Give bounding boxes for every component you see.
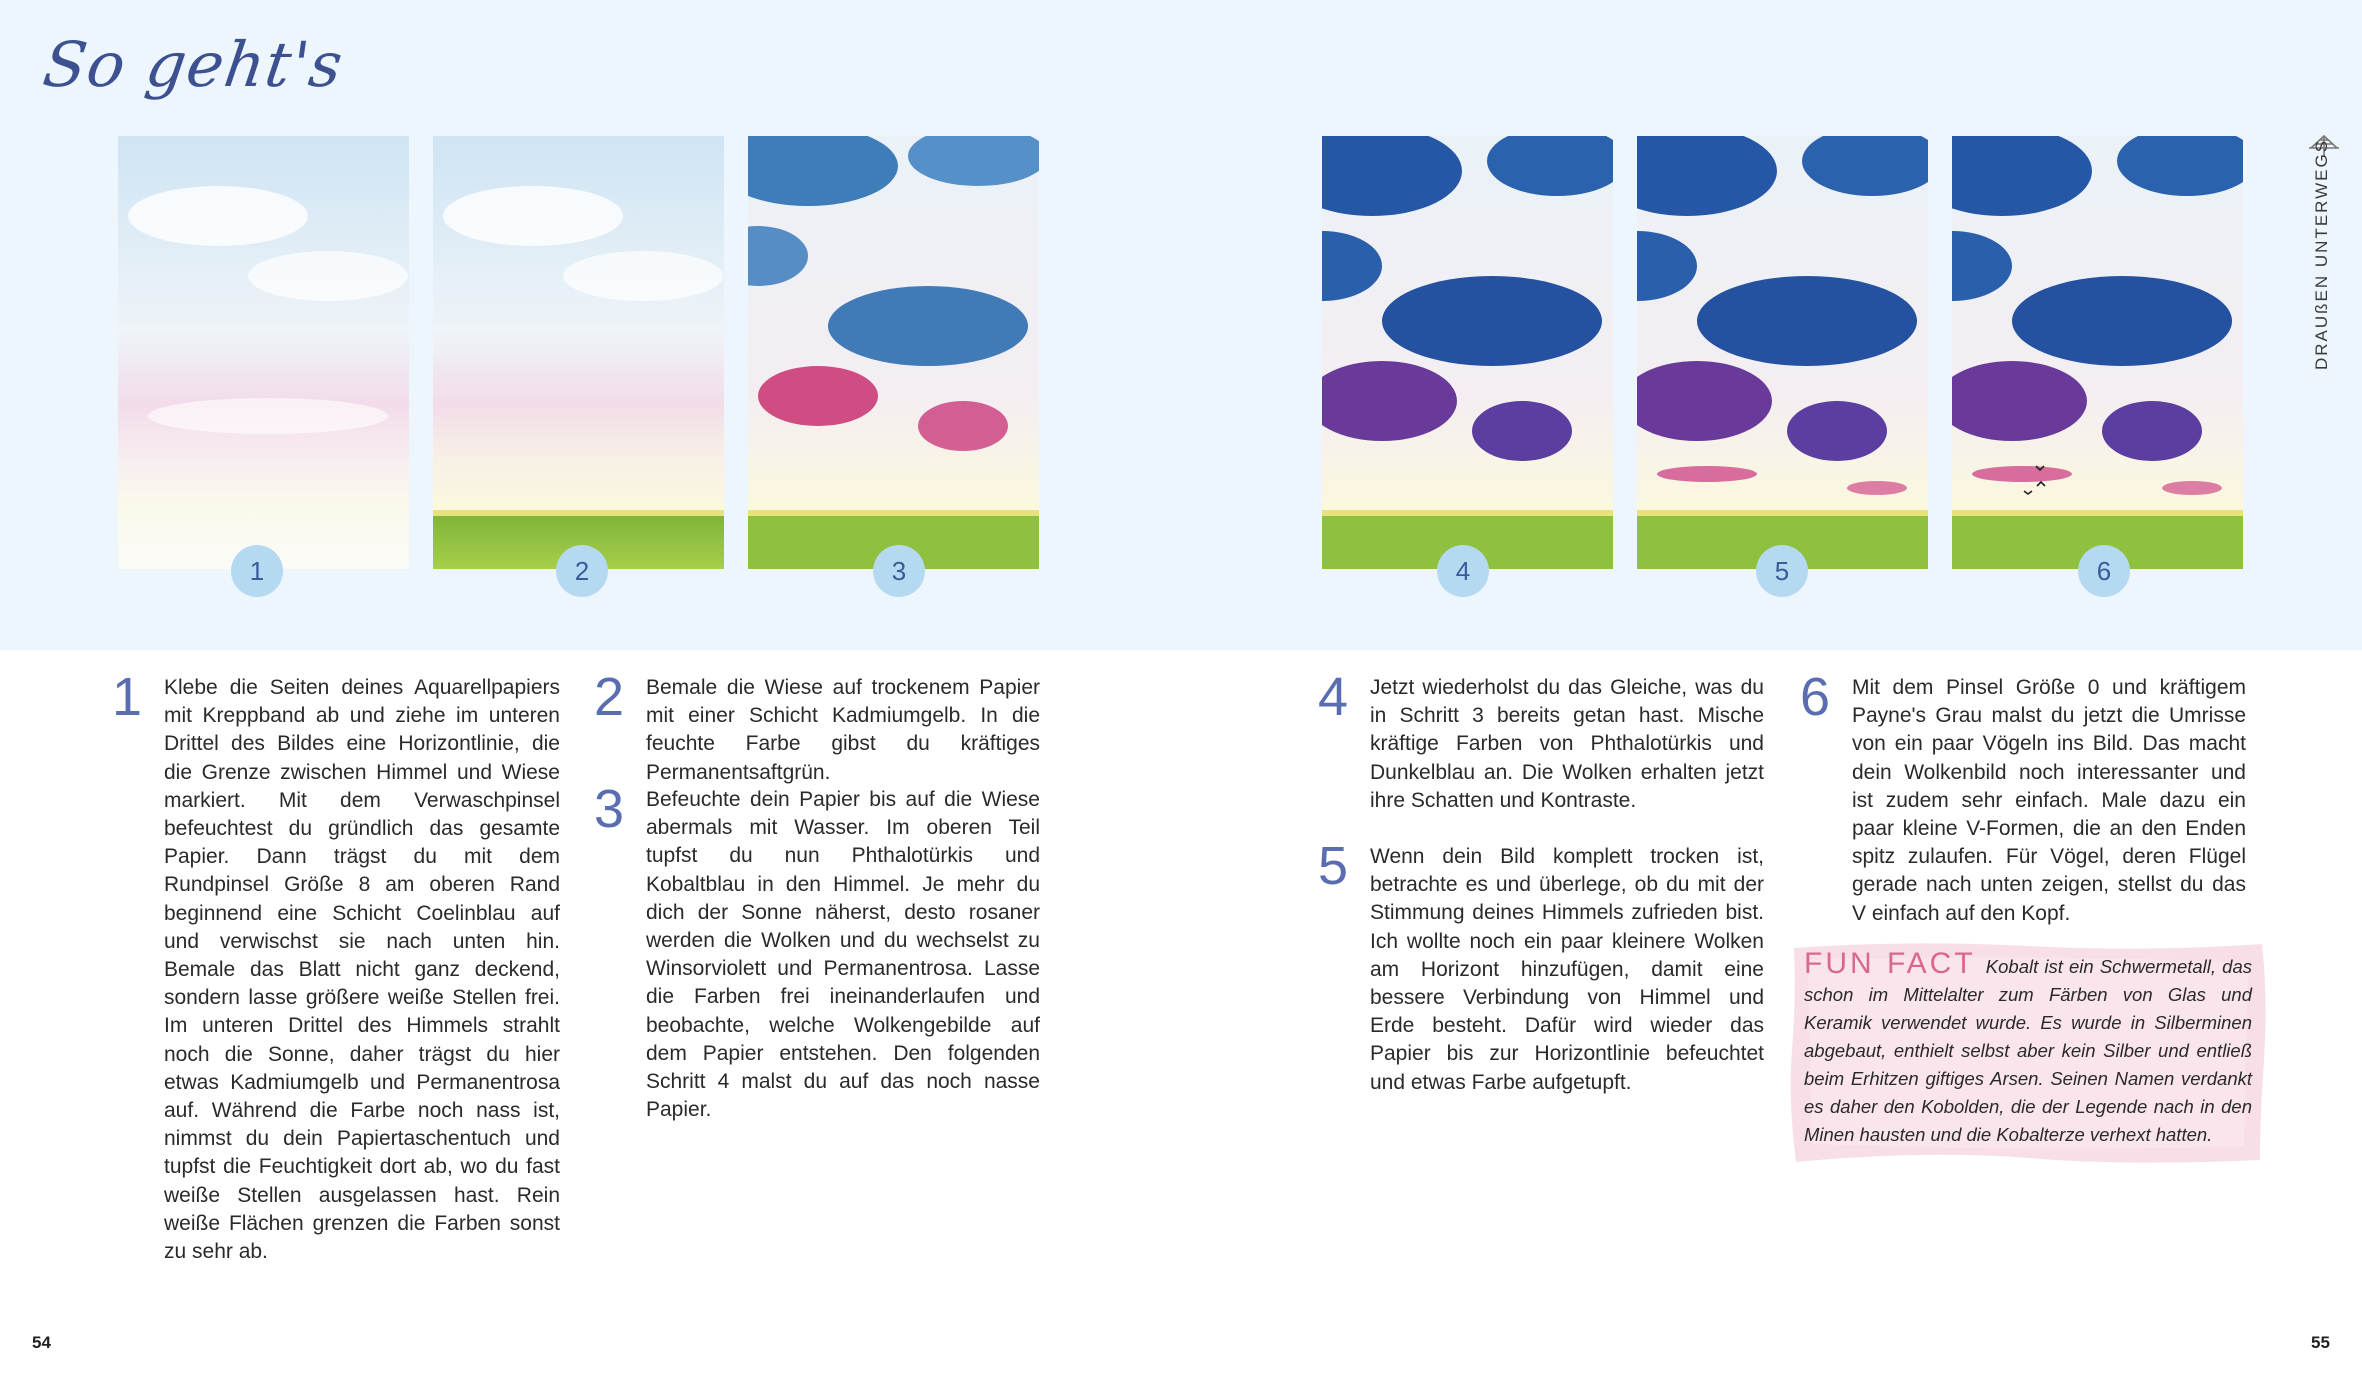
step-6 (1800, 667, 2246, 928)
step-number: 1 (112, 667, 143, 727)
step-image-1 (118, 136, 409, 569)
step-number: 6 (1800, 667, 1831, 727)
step-image-3 (748, 136, 1039, 569)
step-image-2 (433, 136, 724, 569)
step-badge-3: 3 (873, 545, 925, 597)
step-number: 4 (1318, 667, 1349, 727)
step-3 (594, 779, 1040, 1124)
step-number: 3 (594, 779, 625, 839)
step-1 (112, 667, 560, 1266)
step-number: 5 (1318, 836, 1349, 896)
page-number-right: 55 (2311, 1333, 2330, 1352)
step-badge-2: 2 (556, 545, 608, 597)
step-text: Mit dem Pinsel Größe 0 und kräftigem Payne's Grau malst du jetzt die Umrisse von ein paar Vögeln ins Bild. Das macht dein Wolkenbild noch interessanter und ist zudem sehr einfach. Male dazu ein paar kleine V-Formen, die an den Enden spitz zulaufen. Für Vögel, deren Flügel gerade nach unten zeigen, stellst du das V einfach auf den Kopf. (1852, 676, 2246, 925)
step-number: 2 (594, 667, 625, 727)
step-5 (1318, 836, 1764, 1097)
fun-fact-label: FUN FACT (1804, 947, 1976, 980)
page-title: So geht's (38, 28, 348, 101)
step-badge-6: 6 (2078, 545, 2130, 597)
step-badge-1: 1 (231, 545, 283, 597)
step-text: Befeuchte dein Papier bis auf die Wiese abermals mit Wasser. Im oberen Teil tupfst du nun Phthalotürkis und Kobaltblau in den Himmel. Je mehr du dich der Sonne näherst, desto rosaner werden die Wolken und du wechselst zu Winsorviolett und Permanentrosa. Lasse die Farben frei ineinanderlaufen und beobachte, welche Wolkengebilde auf dem Papier entstehen. Den folgenden Schritt 4 malst du auf das noch nasse Papier. (646, 788, 1040, 1122)
step-text: Bemale die Wiese auf trockenem Papier mit einer Schicht Kadmiumgelb. In die feuchte Farbe gibst du kräftiges Permanentsaftgrün. (646, 676, 1040, 784)
step-4 (1318, 667, 1764, 815)
step-badge-5: 5 (1756, 545, 1808, 597)
step-text: Jetzt wiederholst du das Gleiche, was du in Schritt 3 bereits getan hast. Mische kräftige Farben von Phthalotürkis und Dunkelblau an. Die Wolken erhalten jetzt ihre Schatten und Kontraste. (1370, 676, 1764, 812)
step-2 (594, 667, 1040, 787)
step-text: Klebe die Seiten deines Aquarellpapiers mit Kreppband ab und ziehe im unteren Drittel des Bildes eine Horizontlinie, die die Grenze zwischen Himmel und Wiese markiert. Mit dem Verwaschpinsel befeuchtest du gründlich das gesamte Papier. Dann trägst du mit dem Rundpinsel Größe 8 am oberen Rand beginnend eine Schicht Coelinblau auf und verwischst sie nach unten hin. Bemale das Blatt nicht ganz deckend, sondern lasse größere weiße Stellen frei. Im unteren Drittel des Himmels strahlt noch die Sonne, daher trägst du hier etwas Kadmiumgelb und Permanentrosa auf. Während die Farbe noch nass ist, nimmst du dein Papiertaschentuch und tupfst die Feuchtigkeit dort ab, wo du fast weiße Stellen ausgelassen hast. Rein weiße Flächen grenzen die Farben sonst zu sehr ab. (164, 676, 560, 1264)
step-image-4 (1322, 136, 1613, 569)
fun-fact-content (1804, 947, 2252, 1149)
fun-fact-text: Kobalt ist ein Schwermetall, das schon im Mittelalter zum Färben von Glas und Keramik verwendet wurde. Es wurde in Silberminen abgebaut, enthielt selbst aber kein Silber und entließ beim Erhitzen giftiges Arsen. Seinen Namen verdankt es daher den Kobolden, die der Legende nach in den Minen hausten und die Kobalterze verhext hatten. (1804, 956, 2252, 1145)
page-number-left: 54 (32, 1333, 51, 1352)
step-text: Wenn dein Bild komplett trocken ist, betrachte es und überlege, ob du mit der Stimmung deines Himmels zufrieden bist. Ich wollte noch ein paar kleinere Wolken am Horizont hinzufügen, damit eine bessere Verbindung von Himmel und Erde besteht. Dafür wird wieder das Papier bis zur Horizontlinie befeuchtet und etwas Farbe aufgetupft. (1370, 845, 1764, 1094)
step-image-5 (1637, 136, 1928, 569)
section-label: DRAUßEN UNTERWEGS (2312, 138, 2331, 370)
fun-fact-box (1788, 940, 2268, 1164)
step-image-6 (1952, 136, 2243, 569)
step-badge-4: 4 (1437, 545, 1489, 597)
